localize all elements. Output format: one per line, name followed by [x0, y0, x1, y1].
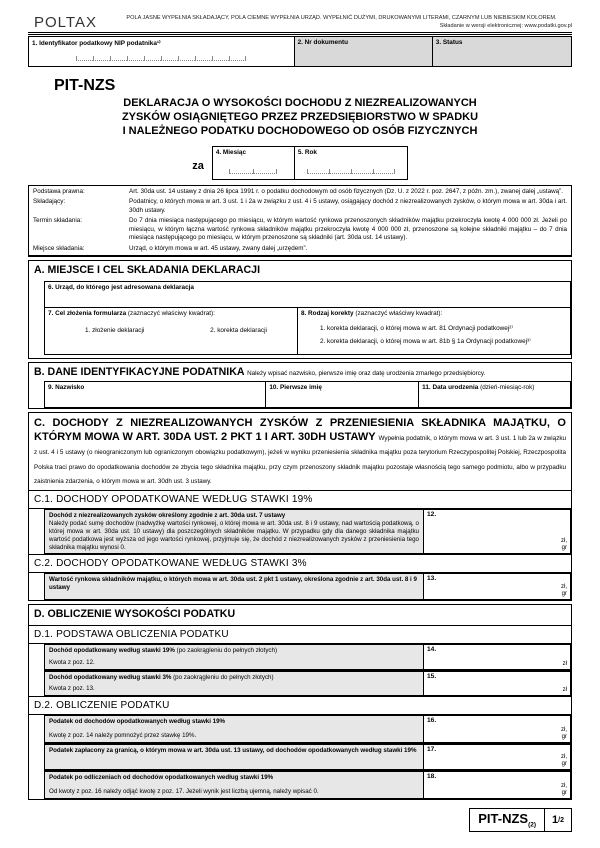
row-15-unit	[563, 687, 567, 694]
field-cel-label-hint: (zaznaczyć właściwy kwadrat):	[127, 309, 215, 317]
row-13-label	[44, 573, 423, 600]
field-data-urodzenia[interactable]	[418, 381, 571, 408]
document-number-label: 2. Nr dokumentu	[297, 39, 348, 47]
footer-page-total: /2	[558, 816, 564, 824]
amount-row-13	[44, 573, 571, 600]
status-label: 3. Status	[435, 39, 463, 47]
amount-input-14[interactable]	[423, 644, 571, 670]
section-c-note: Wypełnia podatnik, o którym mowa w art. 3 ust. 1 lub 2a w związku z ust. 4 i 5 ustawy (o nieograniczonym lub ograniczonym obowiązku podatkowym), jeżeli w wyniku przeniesienia składnika majątku poza terytorium Rzeczypospolitej Polskiej, Rzeczpospolita Polska traci prawo do opodatkowania dochodów ze zbycia tego składnika majątku, przy czym przenoszony składnik majątku pozostaje własnością tego samego podmiotu, albo w przypadku zaistnienia zdarzenia, o którym mowa w art. 30dh ust. 3 ustawy.	[34, 434, 566, 485]
field-nazwisko[interactable]	[44, 381, 265, 408]
section-d	[28, 604, 572, 800]
document-number-field	[295, 37, 433, 66]
month-field-label: 4. Miesiąc	[215, 148, 247, 156]
header-rule	[28, 32, 572, 35]
year-field[interactable]	[295, 147, 407, 179]
row-18-label-sub: Od kwoty z poz. 16 należy odjąć kwotę z poz. 17. Jeżeli wynik jest liczbą ujemną, należy wpisać 0.	[49, 787, 319, 795]
unit-zl: zł	[562, 661, 567, 668]
unit-zl: zł	[562, 687, 567, 694]
section-b-title: B. DANE IDENTYFIKACYJNE PODATNIKA	[34, 365, 245, 378]
legal-label: Termin składania:	[33, 217, 82, 225]
field-rodzaj-korekty-label	[298, 308, 570, 319]
row-14-number: 14.	[427, 645, 437, 653]
footer-form-code-text: PIT-NZS	[478, 811, 529, 827]
form-title-line3: I NALEŻNEGO PODATKU DOCHODOWEGO OD OSÓB FIZYCZNYCH	[122, 124, 478, 137]
field-cel-options	[45, 319, 297, 338]
footer-form-code	[469, 808, 545, 832]
field-urzad[interactable]	[44, 281, 571, 308]
amount-input-13[interactable]	[423, 573, 571, 600]
footer-page-number	[545, 808, 572, 832]
legal-text: Urząd, o którym mowa w art. 45 ustawy, zwany dalej „urzędem”.	[129, 244, 308, 252]
field-rodzaj-korekty-label-bold: 8. Rodzaj korekty	[300, 309, 354, 317]
field-rodzaj-korekty-label-hint: (zaznaczyć właściwy kwadrat):	[355, 309, 443, 317]
field-cel-label-bold: 7. Cel złożenia formularza	[48, 309, 127, 317]
unit-gr: gr	[561, 545, 567, 552]
form-title	[28, 97, 572, 138]
section-d1-header: D.1. PODSTAWA OBLICZENIA PODATKU	[29, 625, 571, 644]
header-notice-line1: POLA JASNE WYPEŁNIA SKŁADAJĄCY, POLA CIEMNE WYPEŁNIA URZĄD. WYPEŁNIĆ DUŻYMI, DRUKOWANYMI LITERAMI, CZARNYM LUB NIEBIESKIM KOLOREM.	[126, 15, 557, 21]
option-korekta-deklaracji[interactable]: 2. korekta deklaracji	[210, 326, 267, 334]
option-korekta-art81b[interactable]: 2. korekta deklaracji, o której mowa w art. 81b § 1a Ordynacji podatkowej³⁾	[319, 337, 531, 345]
field-nazwisko-label: 9. Nazwisko	[48, 383, 85, 391]
form-title-line2: ZYSKÓW OSIĄGNIĘTEGO PRZEZ PRZEDSIĘBIORSTWO W SPADKU	[121, 111, 479, 124]
legal-text: Art. 30da ust. 14 ustawy z dnia 26 lipca 1991 r. o podatku dochodowym od osób fizycznych (Dz. U. z 2022 r. poz. 2647, z późn. zm.), zwanej dalej „ustawą”.	[129, 187, 564, 195]
row-18-number: 18.	[427, 772, 437, 780]
unit-zl: zł,	[561, 727, 567, 734]
field-cel-label	[45, 308, 297, 319]
row-15-number: 15.	[427, 672, 437, 680]
section-b	[28, 362, 572, 409]
section-b-fields	[44, 381, 571, 408]
field-urzad-label: 6. Urząd, do którego jest adresowana deklaracja	[48, 283, 194, 291]
unit-zl: zł,	[561, 584, 567, 591]
row-16-label-sub: Kwotę z poz. 14 należy pomnożyć przez stawkę 19%.	[49, 731, 197, 739]
section-c2-header: C.2. DOCHODY OPODATKOWANE WEDŁUG STAWKI 3%	[29, 554, 571, 573]
unit-gr: gr	[561, 591, 567, 598]
footer-page-current: 1	[552, 814, 559, 827]
row-12-label-bold: Dochód z niezrealizowanych zysków określony zgodnie z art. 30da ust. 7 ustawy	[49, 512, 286, 520]
nip-input-ticks[interactable]	[76, 56, 246, 61]
row-16-unit	[561, 727, 567, 741]
nip-field[interactable]	[29, 37, 295, 66]
amount-row-16	[44, 715, 571, 743]
section-d-header: D. OBLICZENIE WYSOKOŚCI PODATKU	[34, 608, 236, 621]
month-input-ticks[interactable]	[229, 169, 277, 174]
option-korekta-art81[interactable]: 1. korekta deklaracji, o której mowa w art. 81 Ordynacji podatkowej²⁾	[319, 324, 513, 332]
nip-field-label: 1. Identyfikator podatkowy NIP podatnika¹⁾	[32, 40, 161, 48]
amount-row-15	[44, 670, 571, 696]
month-field[interactable]	[213, 147, 295, 179]
unit-zl: zł,	[561, 538, 567, 545]
section-a	[28, 260, 572, 359]
section-c1-header: C.1. DOCHODY OPODATKOWANE WEDŁUG STAWKI 19%	[29, 490, 571, 509]
unit-zl: zł,	[561, 783, 567, 790]
row-15-label-bold: Dochód opodatkowany według stawki 3%	[49, 673, 172, 681]
field-data-urodzenia-hint: (dzień-miesiąc-rok)	[480, 383, 535, 391]
row-18-unit	[561, 783, 567, 797]
unit-zl: zł,	[561, 754, 567, 761]
legal-row-termin	[31, 216, 569, 244]
row-12-label-desc: Należy podać sumę dochodów (nadwyżkę wartości rynkowej, o której mowa w art. 30da ust. 8 i 9 ustawy, nad wartością podatkową, o której mowa w art. 30da ust. 10 ustawy) dla poszczególnych składników majątku. W przypadku gdy dla danego składnika majątku wartość podatkowa jest wyższa od jego wartości rynkowej, przyjmuje się, że dochód z niezrealizowanych zysków z przeniesienia tego składnika majątku wynosi 0.	[49, 520, 419, 552]
field-pierwsze-imie-label: 10. Pierwsze imię	[269, 383, 322, 391]
form-code: PIT-NZS	[54, 77, 116, 95]
amount-input-17[interactable]	[423, 744, 571, 770]
row-17-label-bold: Podatek zapłacony za granicą, o którym mowa w art. 30da ust. 13 ustawy, od dochodów opodatkowanych według stawki 19%	[49, 746, 417, 754]
amount-row-18	[44, 770, 571, 799]
field-rodzaj-korekty-options	[298, 319, 570, 351]
row-18-label-bold: Podatek po odliczeniach od dochodów opodatkowanych według stawki 19%	[49, 773, 274, 781]
id-fields-row	[28, 36, 572, 67]
legal-label: Miejsce składania:	[33, 244, 85, 252]
section-b-note: Należy wpisać nazwisko, pierwsze imię oraz datę urodzenia zmarłego przedsiębiorcy.	[247, 369, 486, 377]
row-13-label-bold: Wartość rynkowa składników majątku, o których mowa w art. 30da ust. 2 pkt 1 ustawy, określona zgodnie z art. 30da ust. 8 i 9 ustawy	[49, 576, 417, 592]
legal-row-podstawa	[31, 187, 569, 198]
year-field-label: 5. Rok	[297, 148, 317, 156]
amount-input-18[interactable]	[423, 771, 571, 799]
footer-form-code-version: (2)	[528, 822, 537, 829]
row-15-label	[44, 671, 423, 696]
amount-row-12	[44, 509, 571, 554]
amount-input-15[interactable]	[423, 671, 571, 696]
section-c-title: C. DOCHODY Z NIEZREALIZOWANYCH ZYSKÓW Z PRZENIESIENIA SKŁADNIKA MAJĄTKU, O KTÓRYM MOWA W ART. 30DA UST. 2 PKT 1 I ART. 30DH USTAWY	[34, 416, 566, 443]
row-16-number: 16.	[427, 716, 437, 724]
period-za-label: za	[192, 159, 204, 172]
section-c-header	[29, 413, 571, 490]
legal-info-box	[28, 185, 572, 258]
section-b-header	[29, 363, 571, 381]
row-13-unit	[561, 584, 567, 598]
row-15-label-hint: (po zaokrągleniu do pełnych złotych)	[173, 673, 274, 681]
legal-text: Do 7 dnia miesiąca następującego po miesiącu, w którym wartość rynkowa przenoszonych składników majątku przekroczyła kwotę 4 000 000 zł. Jeżeli po miesiącu, w którym łączna wartość rynkowa składników majątku przekroczyła kwotę 4 000 000 zł, przenoszone są kolejne składniki majątku – do 7 dnia miesiąca następującego po miesiącu, w którym przenoszone są składniki (art. 30da ust. 14 ustawy).	[129, 217, 567, 242]
row-17-unit	[561, 754, 567, 768]
section-a-body	[29, 281, 571, 358]
amount-input-12[interactable]	[423, 509, 571, 554]
row-14-label-sub: Kwota z poz. 12.	[49, 658, 95, 666]
row-12-number: 12.	[427, 511, 437, 519]
section-c	[28, 412, 572, 601]
legal-row-miejsce	[31, 244, 569, 255]
row-18-label	[44, 771, 423, 799]
row-12-label	[44, 509, 423, 554]
row-15-label-sub: Kwota z poz. 13.	[49, 684, 95, 692]
field-cel-zlozenia	[44, 307, 297, 355]
row-16-label-bold: Podatek od dochodów opodatkowanych według stawki 19%	[49, 717, 226, 725]
legal-label: Składający:	[33, 198, 66, 206]
unit-gr: gr	[561, 734, 567, 741]
row-17-number: 17.	[427, 745, 437, 753]
option-zlozenie-deklaracji[interactable]: 1. złożenie deklaracji	[85, 326, 145, 334]
field-rodzaj-korekty	[297, 307, 571, 355]
row-14-unit	[563, 661, 567, 668]
field-data-urodzenia-label: 11. Data urodzenia	[422, 383, 479, 391]
page-footer	[469, 808, 572, 832]
row-14-label-hint: (po zaokrągleniu do pełnych złotych)	[176, 646, 278, 654]
form-header	[28, 12, 572, 31]
row-16-label	[44, 715, 423, 743]
form-title-line1: DEKLARACJA O WYSOKOŚCI DOCHODU Z NIEZREALIZOWANYCH	[123, 97, 477, 110]
header-notice	[111, 12, 572, 30]
legal-label: Podstawa prawna:	[33, 187, 85, 195]
year-input-ticks[interactable]	[307, 169, 395, 174]
status-field	[433, 37, 571, 66]
amount-input-16[interactable]	[423, 715, 571, 743]
row-14-label	[44, 644, 423, 670]
row-13-number: 13.	[427, 575, 437, 583]
legal-text: Podatnicy, o których mowa w art. 3 ust. 1 i 2a w związku z ust. 4 i 5 ustawy, osiągający dochód z niezrealizowanych zysków, o którym mowa w art. 30da i art. 30dh ustawy.	[129, 198, 567, 214]
section-a-header: A. MIEJSCE I CEL SKŁADANIA DEKLARACJI	[34, 264, 261, 277]
field-pierwsze-imie[interactable]	[265, 381, 418, 408]
row-17-label	[44, 744, 423, 770]
amount-row-17	[44, 743, 571, 770]
legal-row-skladajacy	[31, 197, 569, 216]
row-14-label-bold: Dochód opodatkowany według stawki 19%	[49, 646, 175, 654]
row-12-unit	[561, 538, 567, 552]
period-row	[28, 146, 572, 180]
unit-gr: gr	[561, 790, 567, 797]
header-notice-line2: Składanie w wersji elektronicznej: www.podatki.gov.pl	[439, 22, 572, 29]
section-d2-header: D.2. OBLICZENIE PODATKU	[29, 696, 571, 715]
unit-gr: gr	[561, 761, 567, 768]
poltax-logo: POLTAX	[34, 14, 97, 31]
amount-row-14	[44, 644, 571, 670]
period-box	[212, 146, 408, 180]
